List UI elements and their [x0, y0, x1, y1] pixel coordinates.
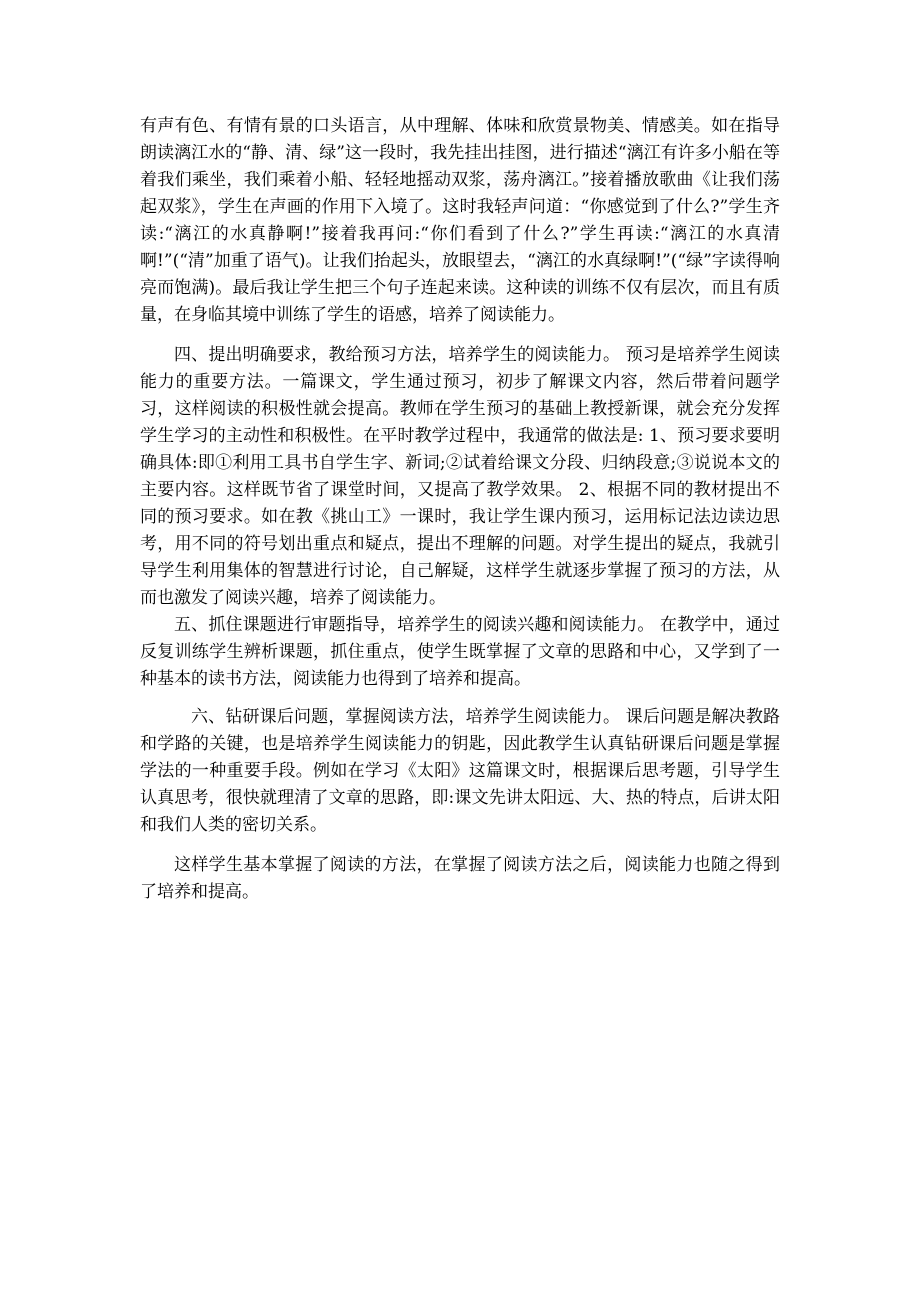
- paragraph-section-five-title: 五、抓住课题进行审题指导，培养学生的阅读兴趣和阅读能力。 在教学中，通过反复训练学生辨析课题，抓住重点，使学生既掌握了文章的思路和中心，又学到了一种基本的读书方法，阅读能力也得到了培养和提高。: [140, 615, 780, 689]
- paragraph-reading-landscape: 有声有色、有情有景的口头语言，从中理解、体味和欣赏景物美、情感美。如在指导朗读漓江水的“静、清、绿”这一段时，我先挂出挂图，进行描述“漓江有许多小船在等着我们乘坐，我们乘着小船、轻轻地摇动双浆，荡舟漓江。”接着播放歌曲《让我们荡起双浆》，学生在声画的作用下入境了。这时我轻声问道：“你感觉到了什么?”学生齐读:“漓江的水真静啊!”接着我再问:“你们看到了什么?”学生再读:“漓江的水真清啊!”(“清”加重了语气)。让我们抬起头，放眼望去，“漓江的水真绿啊!”(“绿”字读得响亮而饱满)。最后我让学生把三个句子连起来读。这种读的训练不仅有层次，而且有质量，在身临其境中训练了学生的语感，培养了阅读能力。: [140, 116, 780, 325]
- paragraph-section-four-preview: 四、提出明确要求，教给预习方法，培养学生的阅读能力。 预习是培养学生阅读能力的重要方法。一篇课文，学生通过预习，初步了解课文内容，然后带着问题学习，这样阅读的积极性就会提高。教师在学生预习的基础上教授新课，就会充分发挥学生学习的主动性和积极性。在平时教学过程中，我通常的做法是: 1、预习要求要明确具体:即①利用工具书自学生字、新词;②试着给课文分段、归纳段意;③说说本文的主要内容。这样既节省了课堂时间，又提高了教学效果。 2、根据不同的教材提出不同的预习要求。如在教《挑山工》一课时，我让学生课内预习，运用标记法边读边思考，用不同的符号划出重点和疑点，提出不理解的问题。对学生提出的疑点，我就引导学生利用集体的智慧进行讨论，自己解疑，这样学生就逐步掌握了预习的方法，从而也激发了阅读兴趣，培养了阅读能力。: [140, 345, 780, 608]
- paragraph-conclusion: 这样学生基本掌握了阅读的方法，在掌握了阅读方法之后，阅读能力也随之得到了培养和提高。: [140, 855, 780, 902]
- paragraph-section-six-questions: 六、钻研课后问题，掌握阅读方法，培养学生阅读能力。 课后问题是解决教路和学路的关键，也是培养学生阅读能力的钥匙，因此教学生认真钻研课后问题是掌握学法的一种重要手段。例如在学习《太阳》这篇课文时，根据课后思考题，引导学生认真思考，很快就理清了文章的思路，即:课文先讲太阳远、大、热的特点，后讲太阳和我们人类的密切关系。: [140, 707, 780, 835]
- document-body: [140, 113, 780, 906]
